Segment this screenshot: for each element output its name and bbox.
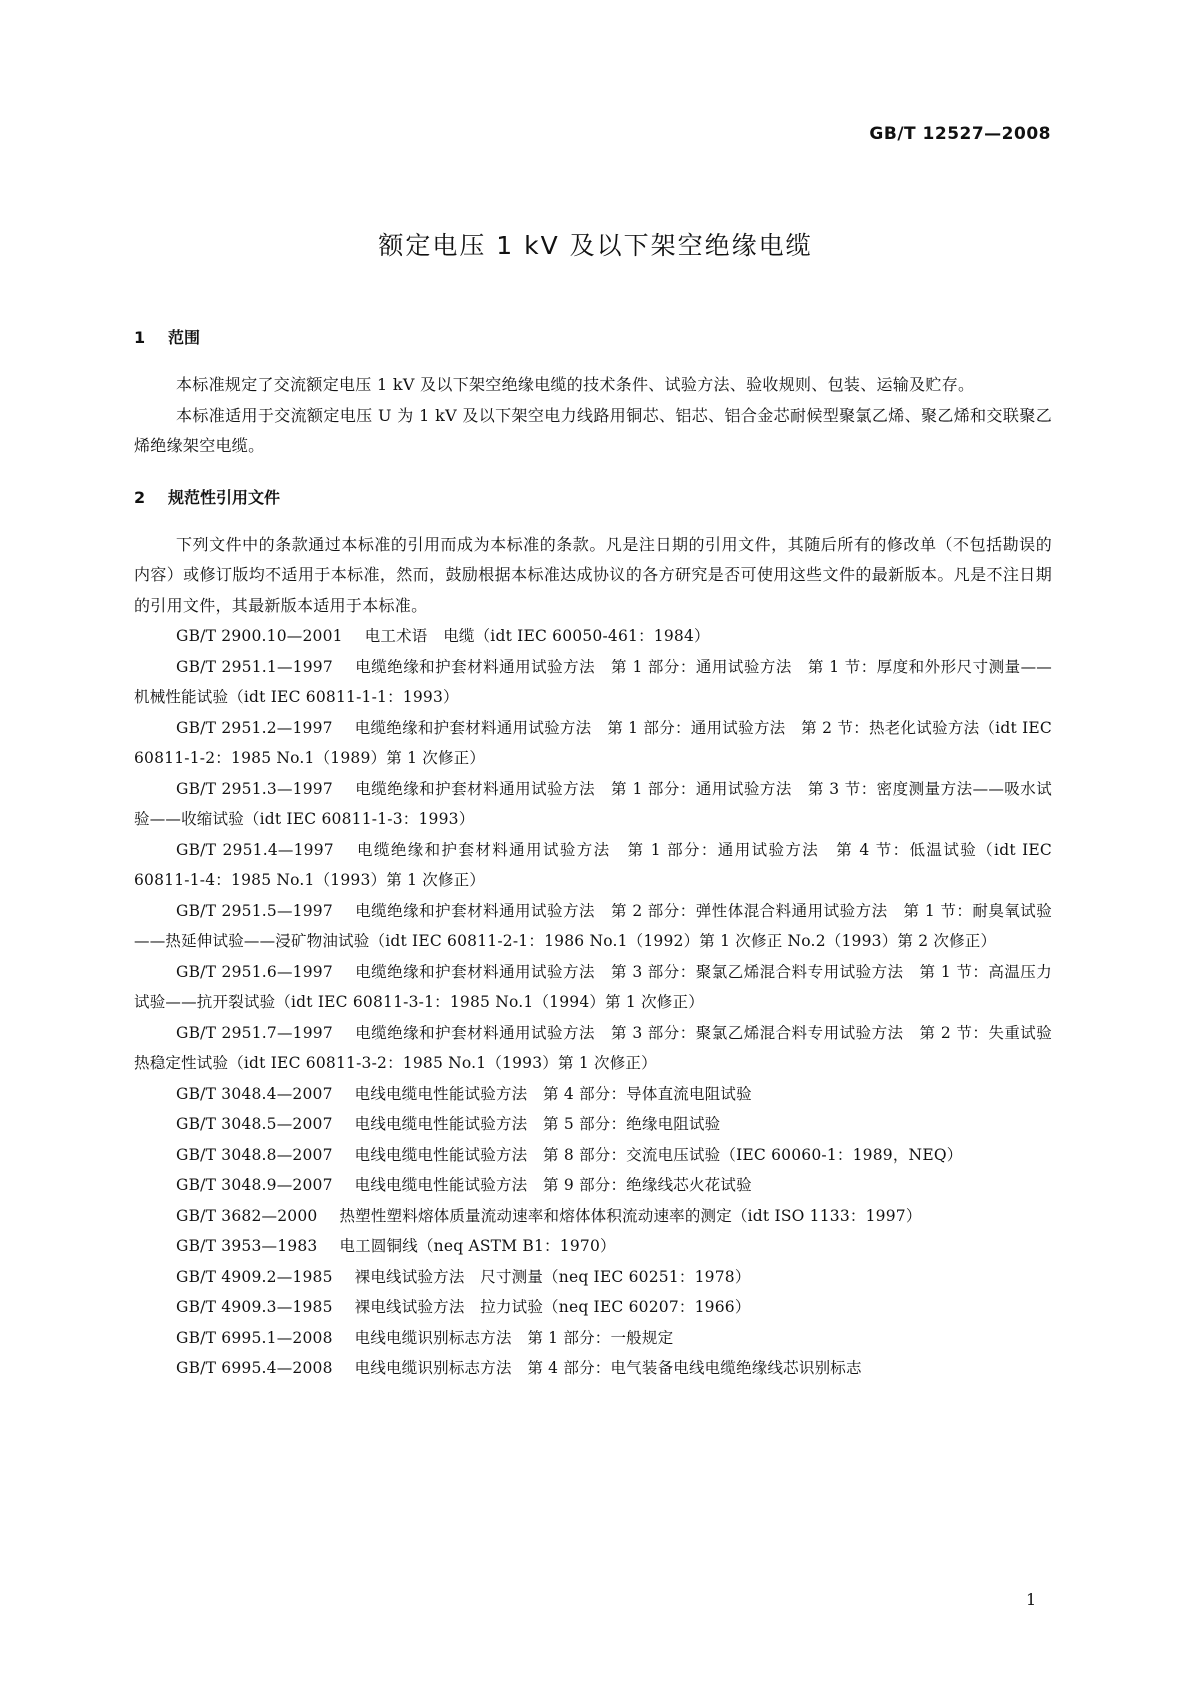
reference-code: GB/T 2951.1—1997 bbox=[176, 657, 333, 676]
reference-code: GB/T 3953—1983 bbox=[176, 1237, 318, 1255]
reference-title: 电缆绝缘和护套材料通用试验方法 第 2 部分：弹性体混合料通用试验方法 第 1 节：耐臭氧试验——热延伸试验——浸矿物油试验（idt IEC 60811-2-1：1986 No.1（1992）第 1 次修正 No.2（1993）第 2 次修正） bbox=[134, 901, 1052, 950]
reference-item bbox=[134, 835, 1052, 896]
reference-title: 电线电缆电性能试验方法 第 5 部分：绝缘电阻试验 bbox=[354, 1115, 721, 1133]
reference-code: GB/T 2951.5—1997 bbox=[176, 901, 333, 920]
reference-item bbox=[134, 1231, 1052, 1262]
reference-item bbox=[134, 713, 1052, 774]
section-2-intro: 下列文件中的条款通过本标准的引用而成为本标准的条款。凡是注日期的引用文件，其随后所有的修改单（不包括勘误的内容）或修订版均不适用于本标准，然而，鼓励根据本标准达成协议的各方研究是否可使用这些文件的最新版本。凡是不注日期的引用文件，其最新版本适用于本标准。 bbox=[134, 534, 1052, 615]
reference-code: GB/T 2951.2—1997 bbox=[176, 718, 333, 737]
reference-title: 电工术语 电缆（idt IEC 60050-461：1984） bbox=[364, 627, 710, 645]
reference-item bbox=[134, 1262, 1052, 1293]
reference-title: 电缆绝缘和护套材料通用试验方法 第 3 部分：聚氯乙烯混合料专用试验方法 第 1 节：高温压力试验——抗开裂试验（idt IEC 60811-3-1：1985 No.1（1994）第 1 次修正） bbox=[134, 962, 1052, 1011]
reference-code: GB/T 3048.9—2007 bbox=[176, 1176, 333, 1194]
reference-title: 电线电缆电性能试验方法 第 4 部分：导体直流电阻试验 bbox=[354, 1084, 752, 1103]
reference-item bbox=[134, 1292, 1052, 1323]
reference-title: 电缆绝缘和护套材料通用试验方法 第 3 部分：聚氯乙烯混合料专用试验方法 第 2 节：失重试验 热稳定性试验（idt IEC 60811-3-2：1985 No.1（1993）第 1 次修正） bbox=[134, 1023, 1068, 1072]
reference-code: GB/T 6995.1—2008 bbox=[176, 1328, 333, 1347]
reference-title: 电缆绝缘和护套材料通用试验方法 第 1 部分：通用试验方法 第 4 节：低温试验（idt IEC 60811-1-4：1985 No.1（1993）第 1 次修正） bbox=[134, 840, 1052, 889]
standard-code: GB/T 12527—2008 bbox=[869, 124, 1051, 144]
reference-item bbox=[134, 1323, 1052, 1354]
reference-title: 电缆绝缘和护套材料通用试验方法 第 1 部分：通用试验方法 第 1 节：厚度和外形尺寸测量——机械性能试验（idt IEC 60811-1-1：1993） bbox=[134, 657, 1052, 706]
section-2-heading bbox=[134, 482, 1052, 514]
reference-item bbox=[134, 896, 1052, 957]
reference-title: 裸电线试验方法 尺寸测量（neq IEC 60251：1978） bbox=[354, 1267, 751, 1286]
reference-item bbox=[134, 1353, 1052, 1384]
reference-list bbox=[134, 621, 1068, 1384]
reference-code: GB/T 3048.5—2007 bbox=[176, 1115, 333, 1133]
document-title: 额定电压 1 kV 及以下架空绝缘电缆 bbox=[378, 231, 813, 260]
reference-title: 电线电缆电性能试验方法 第 9 部分：绝缘线芯火花试验 bbox=[354, 1176, 752, 1194]
reference-code: GB/T 3682—2000 bbox=[176, 1206, 318, 1225]
section-1-title: 范围 bbox=[168, 328, 201, 347]
reference-title: 电线电缆识别标志方法 第 1 部分：一般规定 bbox=[354, 1328, 674, 1347]
section-1-number: 1 bbox=[134, 328, 146, 347]
section-1-paragraph: 本标准规定了交流额定电压 1 kV 及以下架空绝缘电缆的技术条件、试验方法、验收规则、包装、运输及贮存。 bbox=[176, 375, 975, 394]
reference-item bbox=[134, 1140, 1052, 1171]
reference-code: GB/T 4909.3—1985 bbox=[176, 1298, 333, 1316]
reference-item bbox=[134, 1109, 1052, 1140]
reference-title: 电线电缆电性能试验方法 第 8 部分：交流电压试验（IEC 60060-1：1989，NEQ） bbox=[354, 1145, 963, 1164]
reference-item bbox=[134, 652, 1052, 713]
reference-title: 热塑性塑料熔体质量流动速率和熔体体积流动速率的测定（idt ISO 1133：1997） bbox=[339, 1206, 922, 1225]
reference-title: 电缆绝缘和护套材料通用试验方法 第 1 部分：通用试验方法 第 3 节：密度测量方法——吸水试验——收缩试验（idt IEC 60811-1-3：1993） bbox=[134, 779, 1052, 828]
reference-title: 裸电线试验方法 拉力试验（neq IEC 60207：1966） bbox=[354, 1298, 751, 1316]
section-1-paragraph: 本标准适用于交流额定电压 U 为 1 kV 及以下架空电力线路用铜芯、铝芯、铝合金芯耐候型聚氯乙烯、聚乙烯和交联聚乙烯绝缘架空电缆。 bbox=[134, 405, 1052, 455]
reference-title: 电工圆铜线（neq ASTM B1：1970） bbox=[339, 1237, 616, 1255]
reference-title: 电缆绝缘和护套材料通用试验方法 第 1 部分：通用试验方法 第 2 节：热老化试验方法（idt IEC 60811-1-2：1985 No.1（1989）第 1 次修正） bbox=[134, 718, 1052, 767]
reference-title: 电线电缆识别标志方法 第 4 部分：电气装备电线电缆绝缘线芯识别标志 bbox=[354, 1359, 862, 1377]
section-2-title: 规范性引用文件 bbox=[168, 487, 281, 507]
document-body bbox=[134, 322, 1068, 1384]
reference-item bbox=[134, 1170, 1052, 1201]
reference-code: GB/T 3048.4—2007 bbox=[176, 1084, 333, 1103]
reference-item bbox=[134, 1018, 1068, 1079]
reference-item bbox=[134, 621, 1052, 652]
reference-code: GB/T 2951.3—1997 bbox=[176, 779, 333, 798]
reference-item bbox=[134, 1079, 1052, 1110]
section-1-heading bbox=[134, 322, 1052, 354]
reference-code: GB/T 6995.4—2008 bbox=[176, 1359, 333, 1377]
reference-code: GB/T 2951.6—1997 bbox=[176, 962, 333, 981]
reference-item bbox=[134, 1201, 1052, 1232]
reference-item bbox=[134, 774, 1052, 835]
page-number: 1 bbox=[1026, 1590, 1037, 1609]
section-2-number: 2 bbox=[134, 487, 146, 507]
reference-code: GB/T 4909.2—1985 bbox=[176, 1267, 333, 1286]
reference-code: GB/T 2951.4—1997 bbox=[176, 840, 334, 859]
reference-code: GB/T 2951.7—1997 bbox=[176, 1023, 333, 1042]
reference-code: GB/T 3048.8—2007 bbox=[176, 1145, 333, 1164]
reference-code: GB/T 2900.10—2001 bbox=[176, 627, 343, 645]
reference-item bbox=[134, 957, 1052, 1018]
